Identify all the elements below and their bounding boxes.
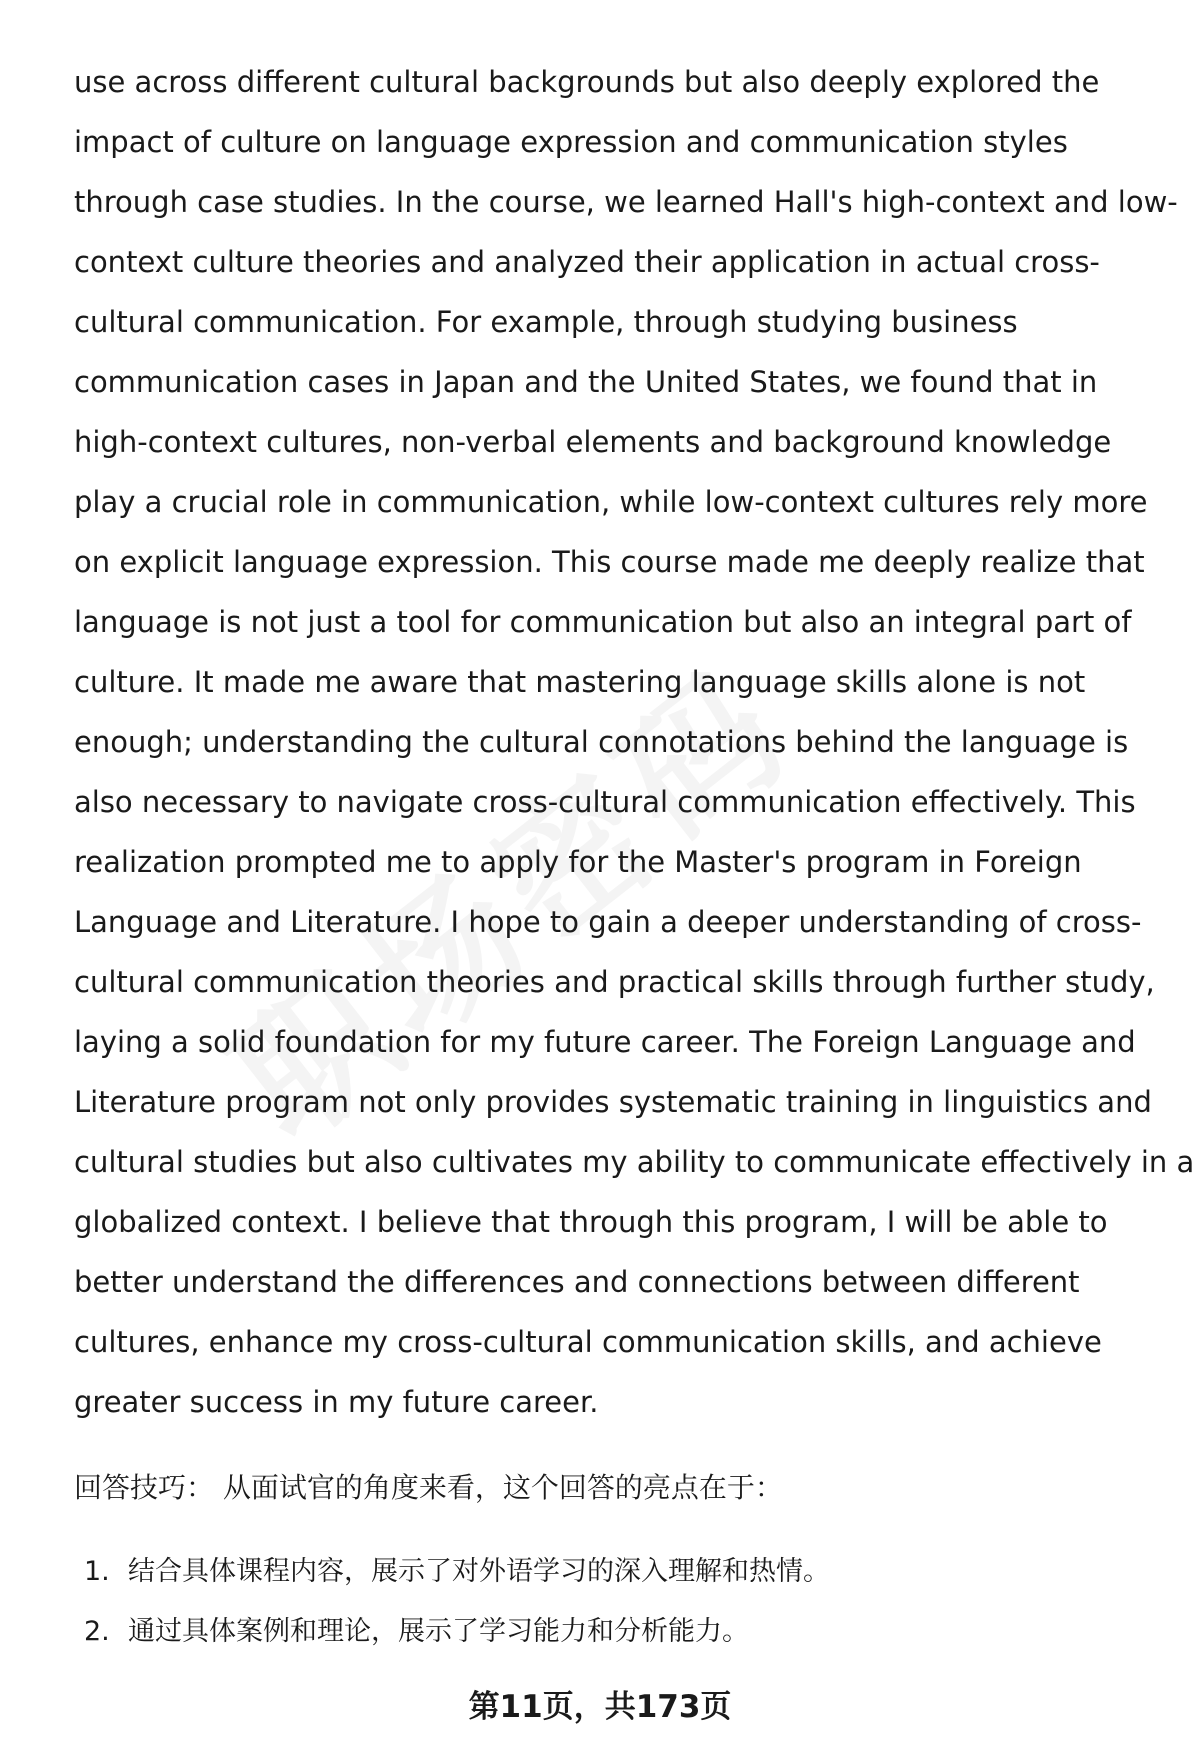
- tips-label: 回答技巧：: [74, 1471, 215, 1504]
- body-line: better understand the differences and connections between different: [74, 1265, 1080, 1299]
- tips-text: 从面试官的角度来看，这个回答的亮点在于：: [222, 1471, 783, 1504]
- body-line: impact of culture on language expression and communication styles: [74, 125, 1068, 159]
- body-line: use across different cultural backgrounds but also deeply explored the: [74, 65, 1100, 99]
- answer-tips: [74, 1458, 783, 1518]
- body-line: also necessary to navigate cross-cultural communication effectively. This: [74, 785, 1136, 819]
- body-line: on explicit language expression. This course made me deeply realize that: [74, 545, 1145, 579]
- body-line: laying a solid foundation for my future career. The Foreign Language and: [74, 1025, 1136, 1059]
- answer-body: [74, 52, 1195, 1432]
- list-text: 结合具体课程内容，展示了对外语学习的深入理解和热情。: [128, 1556, 830, 1587]
- body-line: language is not just a tool for communication but also an integral part of: [74, 605, 1132, 639]
- body-line: greater success in my future career.: [74, 1385, 599, 1419]
- list-text: 通过具体案例和理论，展示了学习能力和分析能力。: [128, 1616, 749, 1647]
- body-line: cultural studies but also cultivates my ability to communicate effectively in a: [74, 1145, 1195, 1179]
- list-number: 1.: [84, 1556, 110, 1587]
- body-line: culture. It made me aware that mastering language skills alone is not: [74, 665, 1086, 699]
- list-number: 2.: [84, 1616, 110, 1647]
- body-line: high-context cultures, non-verbal elements and background knowledge: [74, 425, 1112, 459]
- body-line: cultures, enhance my cross-cultural communication skills, and achieve: [74, 1325, 1102, 1359]
- body-line: Literature program not only provides systematic training in linguistics and: [74, 1085, 1152, 1119]
- body-line: realization prompted me to apply for the Master's program in Foreign: [74, 845, 1082, 879]
- body-line: Language and Literature. I hope to gain a deeper understanding of cross-: [74, 905, 1142, 939]
- body-line: cultural communication. For example, through studying business: [74, 305, 1018, 339]
- body-line: globalized context. I believe that through this program, I will be able to: [74, 1205, 1108, 1239]
- page-number-footer: 第11页，共173页: [468, 1689, 732, 1725]
- list-item: [84, 1542, 830, 1602]
- body-line: play a crucial role in communication, while low-context cultures rely more: [74, 485, 1148, 519]
- body-line: context culture theories and analyzed their application in actual cross-: [74, 245, 1100, 279]
- list-item: [84, 1602, 830, 1662]
- body-line: enough; understanding the cultural connotations behind the language is: [74, 725, 1129, 759]
- body-line: communication cases in Japan and the United States, we found that in: [74, 365, 1098, 399]
- body-line: cultural communication theories and practical skills through further study,: [74, 965, 1155, 999]
- highlights-list: [84, 1542, 830, 1662]
- body-line: through case studies. In the course, we learned Hall's high-context and low-: [74, 185, 1178, 219]
